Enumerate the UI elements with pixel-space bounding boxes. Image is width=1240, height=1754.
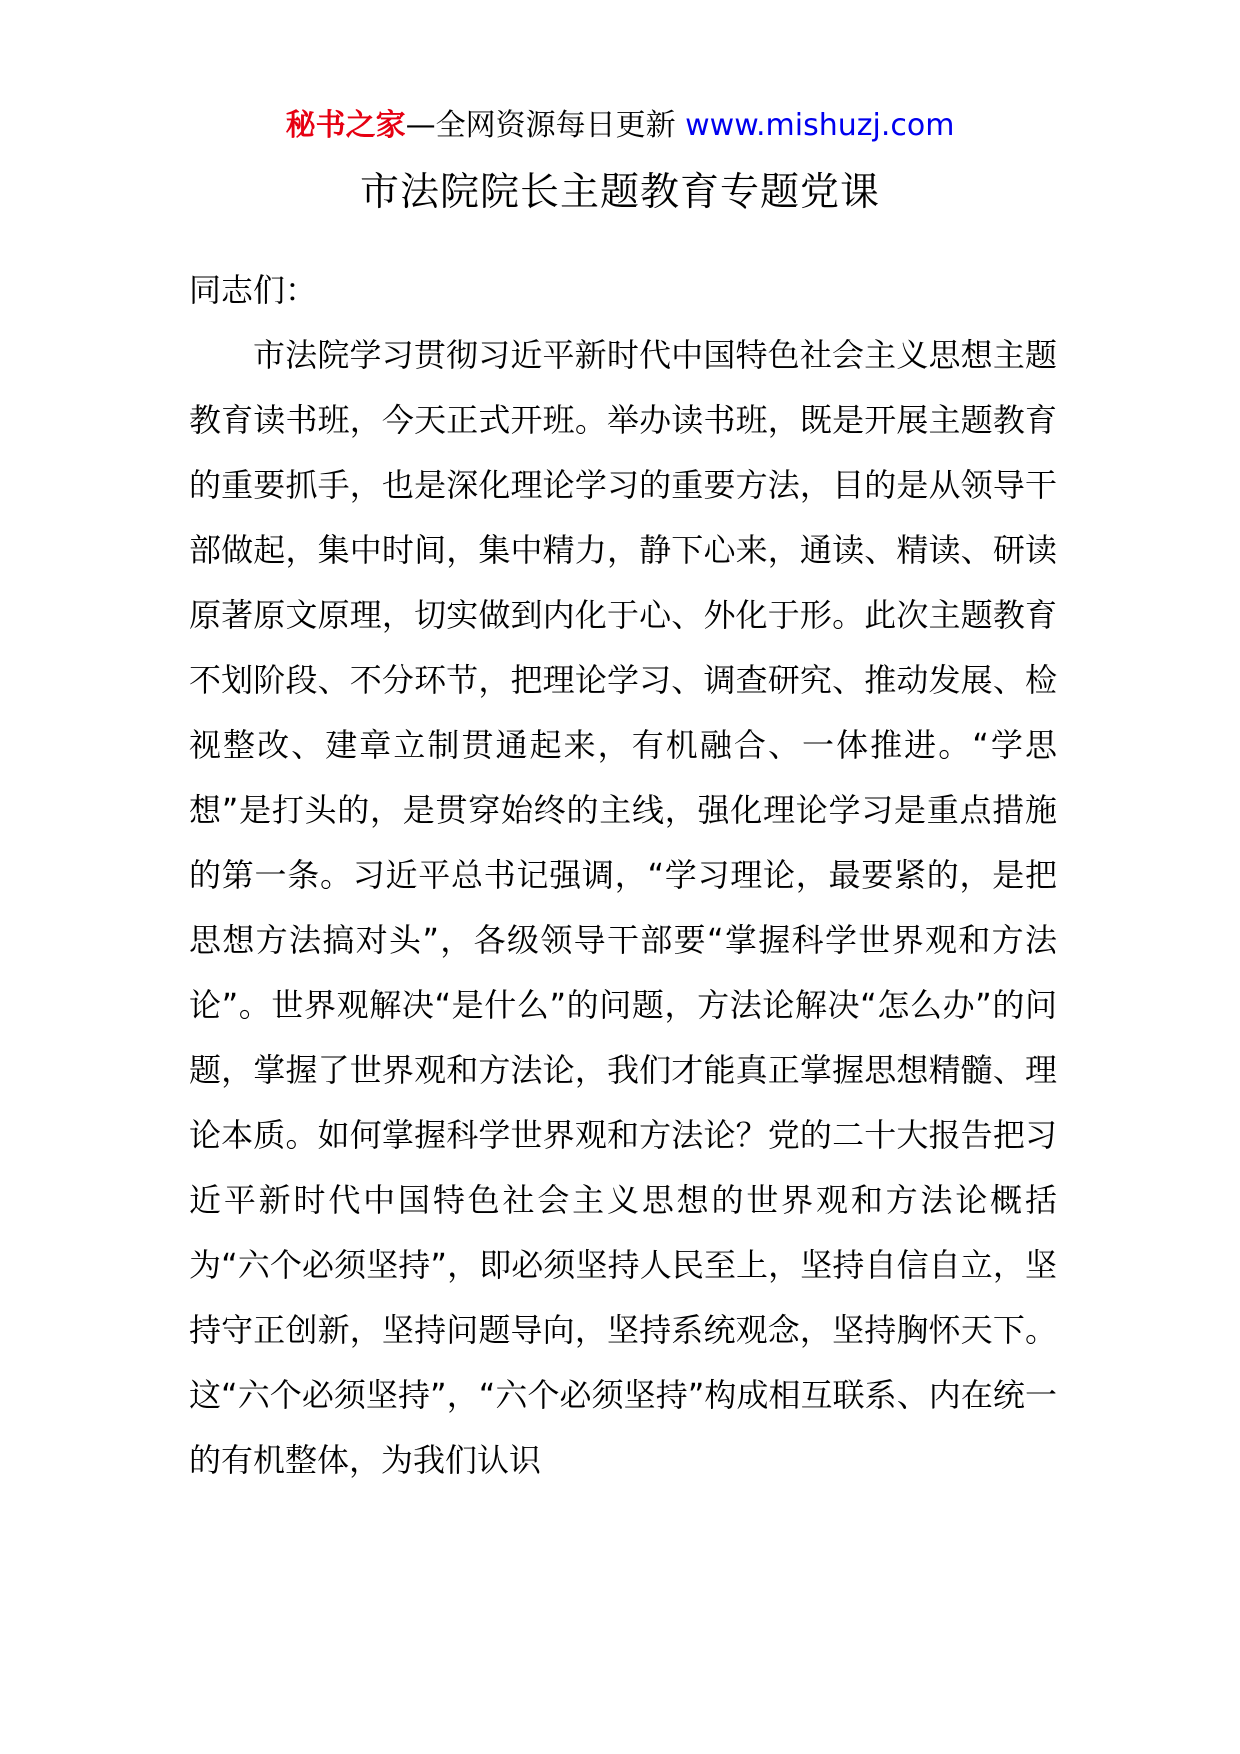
site-header: [0, 96, 1240, 156]
header-tagline: —全网资源每日更新: [405, 108, 676, 143]
document-body: [189, 258, 1057, 1493]
document-title: 市法院院长主题教育专题党课: [359, 170, 880, 215]
salutation: 同志们：: [189, 271, 318, 309]
site-url-link[interactable]: www.mishuzj.com: [685, 108, 955, 143]
brand-name: 秘书之家: [285, 108, 406, 143]
body-paragraph: 市法院学习贯彻习近平新时代中国特色社会主义思想主题教育读书班，今天正式开班。举办读书班，既是开展主题教育的重要抓手，也是深化理论学习的重要方法，目的是从领导干部做起，集中时间，集中精力，静下心来，通读、精读、研读原著原文原理，切实做到内化于心、外化于形。此次主题教育不划阶段、不分环节，把理论学习、调查研究、推动发展、检视整改、建章立制贯通起来，有机融合、一体推进。“学思想”是打头的，是贯穿始终的主线，强化理论学习是重点措施的第一条。习近平总书记强调，“学习理论，最要紧的，是把思想方法搞对头”，各级领导干部要“掌握科学世界观和方法论”。世界观解决“是什么”的问题，方法论解决“怎么办”的问题，掌握了世界观和方法论，我们才能真正掌握思想精髓、理论本质。如何掌握科学世界观和方法论？党的二十大报告把习近平新时代中国特色社会主义思想的世界观和方法论概括为“六个必须坚持”，即必须坚持人民至上，坚持自信自立，坚持守正创新，坚持问题导向，坚持系统观念，坚持胸怀天下。这“六个必须坚持”，“六个必须坚持”构成相互联系、内在统一的有机整体，为我们认识: [189, 336, 1057, 1479]
